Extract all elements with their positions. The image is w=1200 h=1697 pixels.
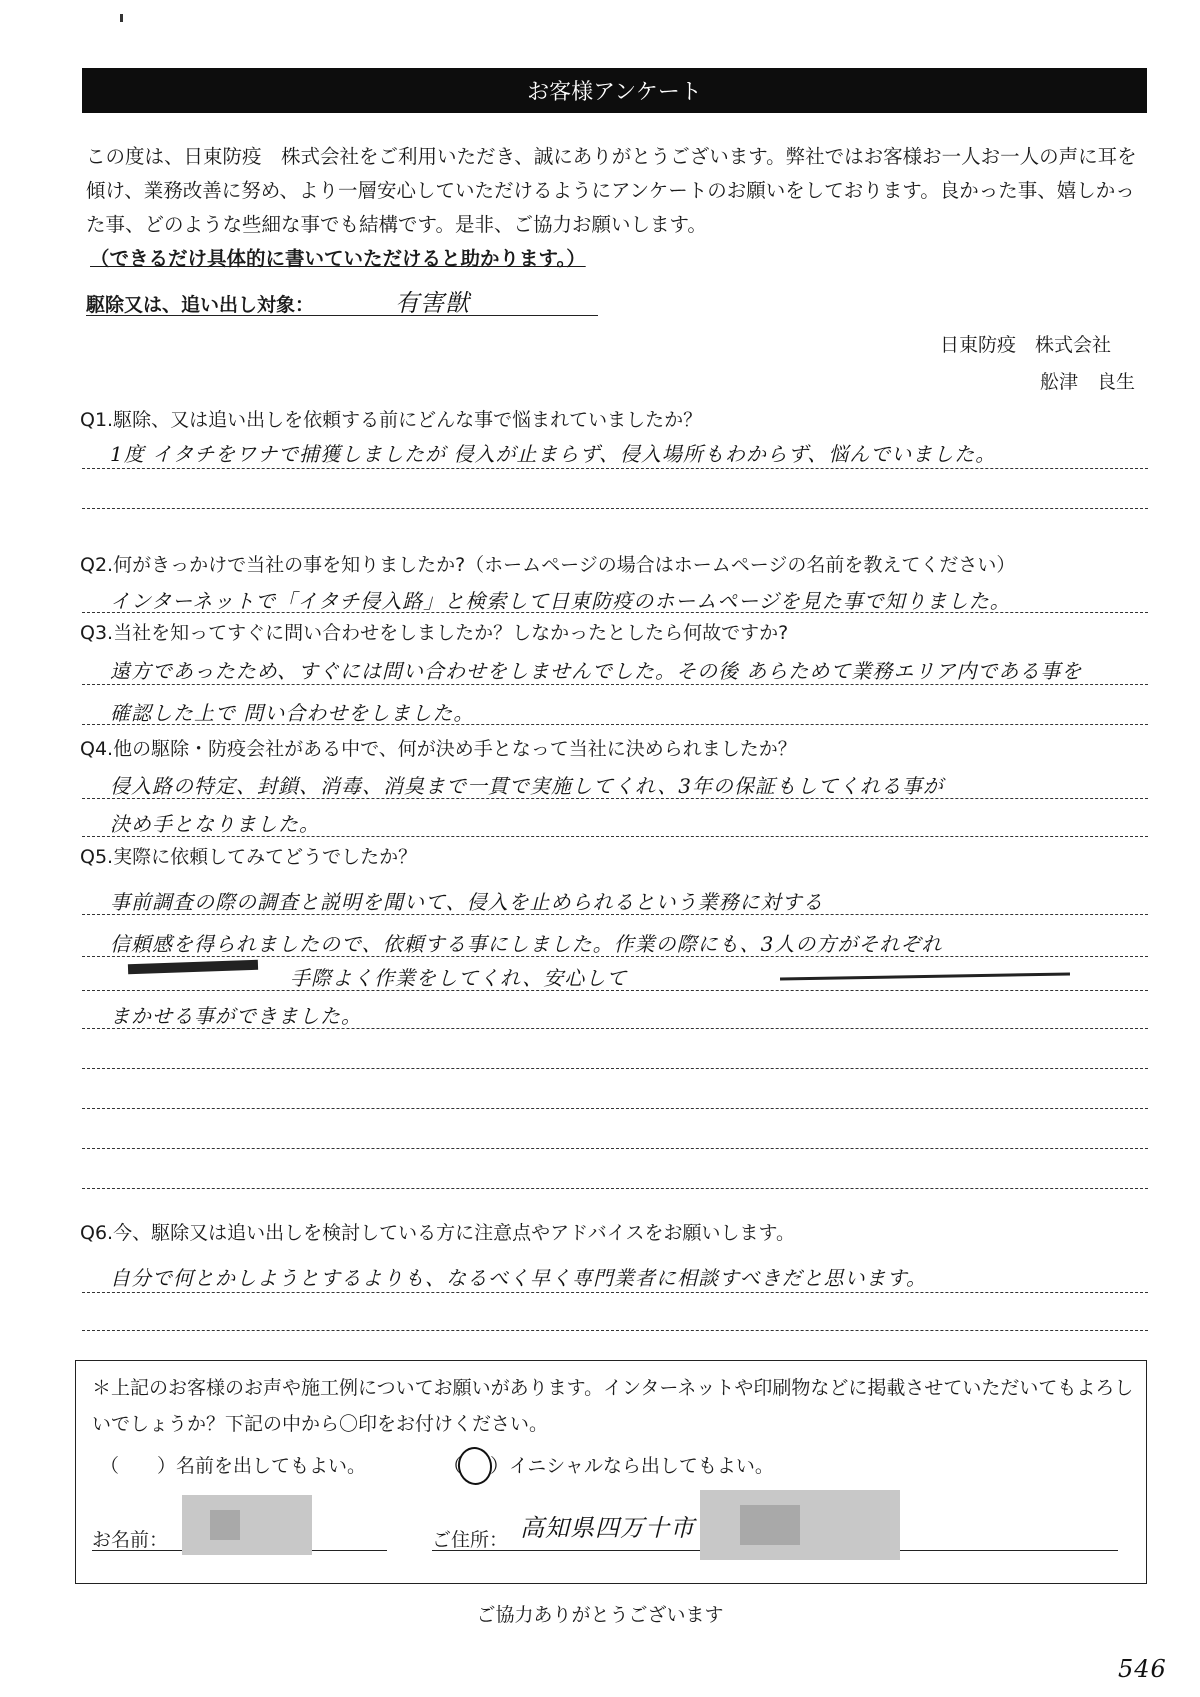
question-6: Q6.今、駆除又は追い出しを検討している方に注意点やアドバイスをお願いします。 [80, 1222, 795, 1244]
answer-6-line-1: 自分で何とかしようとするよりも、なるべく早く専門業者に相談すべきだと思います。 [110, 1266, 927, 1290]
answer-line [82, 836, 1148, 837]
survey-title-bar [82, 68, 1147, 113]
question-1: Q1.駆除、又は追い出しを依頼する前にどんな事で悩まれていましたか？ [80, 409, 703, 431]
answer-4-line-2: 決め手となりました。 [110, 812, 320, 836]
name-label: お名前： [92, 1529, 169, 1551]
answer-line [82, 508, 1148, 509]
page-number: 546 [1118, 1655, 1167, 1683]
survey-title: お客様アンケート [527, 80, 702, 105]
company-name: 日東防疫 株式会社 [940, 334, 1112, 356]
option-initials-open[interactable]: （ [443, 1455, 463, 1477]
scan-mark [120, 14, 123, 22]
redacted-name [182, 1495, 312, 1555]
address-label: ご住所： [432, 1529, 509, 1551]
option-name-ok[interactable]: （ ）名前を出してもよい。 [100, 1455, 367, 1477]
answer-line [82, 990, 1148, 991]
answer-line [82, 1292, 1148, 1293]
answer-5-line-2: 信頼感を得られましたので、依頼する事にしました。作業の際にも、3人の方がそれぞれ [110, 932, 943, 956]
address-value: 高知県四万十市 [520, 1514, 695, 1542]
answer-line [82, 612, 1148, 613]
answer-line [82, 1068, 1148, 1069]
question-3: Q3.当社を知ってすぐに問い合わせをしましたか？しなかったとしたら何故ですか? [80, 622, 789, 644]
question-2: Q2.何がきっかけで当社の事を知りましたか?（ホームページの場合はホームページの名前を教えてください） [80, 554, 1016, 576]
redacted-address [700, 1490, 900, 1560]
strikethrough-scribble [128, 960, 258, 975]
answer-line [82, 1108, 1148, 1109]
answer-line [82, 914, 1148, 915]
strikethrough-line [780, 972, 1070, 980]
answer-5-line-1: 事前調査の際の調査と説明を聞いて、侵入を止められるという業務に対する [110, 890, 824, 914]
answer-1-line-1: 1度 イタチをワナで捕獲しましたが 侵入が止まらず、侵入場所もわからず、悩んでいました。 [110, 442, 997, 466]
question-5: Q5.実際に依頼してみてどうでしたか？ [80, 846, 418, 868]
target-value: 有害獣 [395, 289, 470, 317]
answer-5-line-4: まかせる事ができました。 [110, 1004, 362, 1028]
representative-name: 舩津 良生 [1040, 371, 1136, 393]
answer-line [82, 468, 1148, 469]
answer-5-line-3: 手際よく作業をしてくれ、安心して [290, 966, 628, 990]
answer-line [82, 956, 1148, 957]
answer-3-line-2: 確認した上で 問い合わせをしました。 [110, 701, 475, 725]
intro-paragraph: この度は、日東防疫 株式会社をご利用いただき、誠にありがとうございます。弊社ではお客様お一人お一人の声に耳を傾け、業務改善に努め、より一層安心していただけるようにアンケートのお願いをしております。良かった事、嬉しかった事、どのような些細な事でも結構です。是非、ご協力お願いします。 [86, 145, 1137, 236]
redaction-block [210, 1510, 240, 1540]
question-4: Q4.他の駆除・防疫会社がある中で、何が決め手となって当社に決められましたか？ [80, 738, 797, 760]
answer-2-line-1: インターネットで「イタチ侵入路」と検索して日東防疫のホームページを見た事で知りました。 [110, 589, 1011, 613]
answer-line [82, 1148, 1148, 1149]
intro-note: （できるだけ具体的に書いていただけると助かります。） [90, 247, 586, 270]
answer-line [82, 724, 1148, 725]
answer-3-line-1: 遠方であったため、すぐには問い合わせをしませんでした。その後 あらためて業務エリア内である事を [110, 659, 1083, 683]
thanks-message: ご協力ありがとうございます [476, 1604, 724, 1626]
answer-line [82, 798, 1148, 799]
consent-request-text: ＊上記のお客様のお声や施工例についてお願いがあります。インターネットや印刷物などに掲載させていただいてもよろしいでしょうか？下記の中から〇印をお付けください。 [92, 1377, 1134, 1435]
option-initials-ok[interactable]: ）イニシャルなら出してもよい。 [490, 1455, 774, 1477]
answer-4-line-1: 侵入路の特定、封鎖、消毒、消臭まで一貫で実施してくれ、3年の保証もしてくれる事が [110, 774, 944, 798]
target-underline [86, 315, 598, 316]
target-label: 駆除又は、追い出し対象： [86, 294, 315, 316]
answer-line [82, 1330, 1148, 1331]
answer-line [82, 1188, 1148, 1189]
answer-line [82, 684, 1148, 685]
answer-line [82, 1028, 1148, 1029]
redaction-block [740, 1505, 800, 1545]
intro-section [86, 140, 1148, 276]
